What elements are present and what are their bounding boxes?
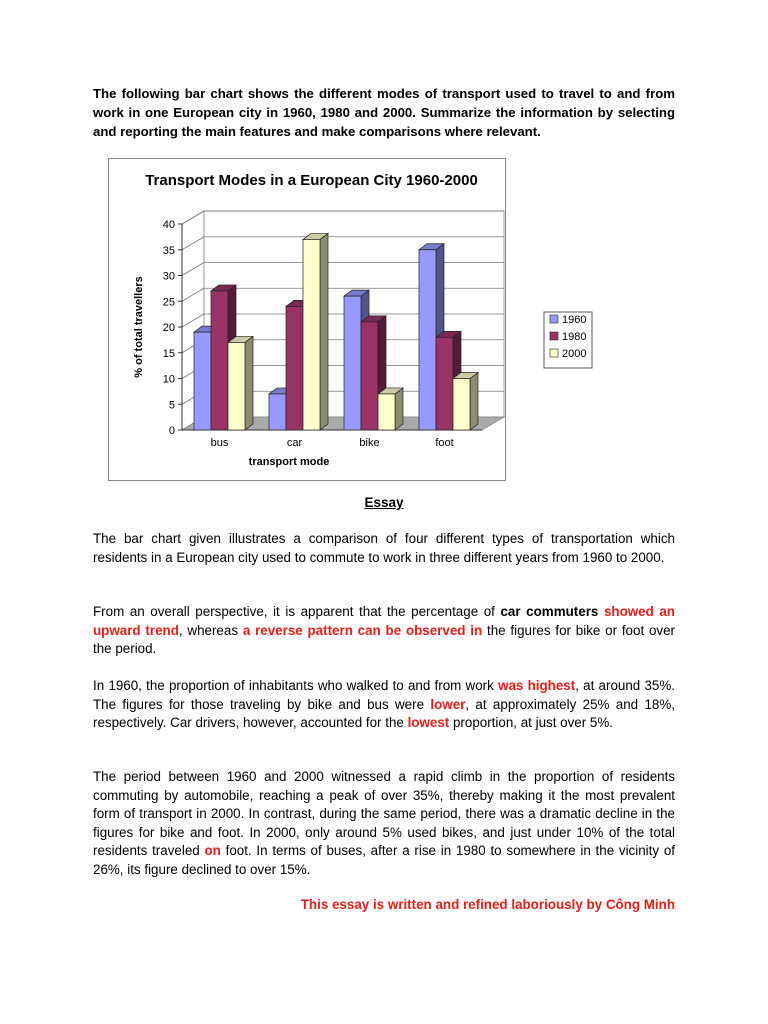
bar-bike-1960 [344,296,361,430]
x-tick-label: foot [435,437,454,449]
y-tick-label: 30 [162,270,175,283]
text-run-red: was highest [498,678,576,693]
task-prompt: The following bar chart shows the different modes of transport used to travel to and from work in one European city in 1960, 1980 and 2000. Summarize the information by selecting and reporting the main features and make comparisons where relevant. [93,86,675,139]
paragraph-trends [93,768,675,879]
text-run-red: lowest [407,715,450,730]
bar-bike-1980 [361,322,378,430]
bar-side [470,373,478,431]
y-tick-label: 0 [168,425,175,437]
text-run-normal: , at around 35%. The figures for those traveling by bike and bus were [93,678,676,712]
text-run-normal: , at approximately 25% and 18%, respectively. Car drivers, however, accounted for the [93,696,675,730]
bar-side [320,233,328,430]
paragraph-intro [93,530,675,567]
bar-bus-1980 [211,291,228,430]
y-tick-label: 40 [162,219,175,231]
essay-heading: Essay [364,495,404,510]
bar-foot-1980 [436,337,453,430]
legend-label-2000: 2000 [562,348,587,360]
text-run-normal: From an overall perspective, it is apparent that the percentage of [93,604,501,619]
x-axis-label: transport mode [248,456,330,468]
chart-title: Transport Modes in a European City 1960-2000 [145,172,478,189]
bar-side [395,388,403,430]
legend-label-1960: 1960 [562,314,587,326]
document-page [93,84,676,912]
y-axis-label: % of total travellers [133,276,145,378]
text-run-normal: The period between 1960 and 2000 witnessed a rapid climb in the proportion of residents commuting by automobile, reaching a peak of over 35%, thereby making it the most prevalent form of transport in 2000. In contrast, during the same period, there was a dramatic decline in the figures for bike and foot. In 2000, only around 5% used bikes, and just under 10% of the total residents traveled [93,769,675,858]
bar-side [245,336,253,430]
x-tick-label: bus [210,437,229,449]
paragraph-overview [93,603,675,659]
x-tick-label: bike [359,437,380,449]
text-run-normal: The bar chart given illustrates a comparison of four different types of transportation which residents in a European city used to commute to work in three different years from 1960 to 2000. [93,531,675,565]
text-run-normal: In 1960, the proportion of inhabitants who walked to and from work [93,678,499,693]
bar-car-1980 [286,306,303,430]
bar-bike-2000 [378,394,395,430]
text-run-normal: foot. In terms of buses, after a rise in 1980 to somewhere in the vicinity of 26%, its figure declined to over 15%. [93,843,675,877]
y-tick-label: 5 [168,399,175,412]
y-tick-label: 35 [162,244,175,257]
y-tick-label: 15 [162,347,175,360]
text-run-bold: car commuters [500,604,599,619]
text-run-normal: , whereas [178,622,243,638]
x-tick-label: car [286,437,303,449]
bar-car-1960 [269,394,286,430]
text-run-normal: the figures for bike or foot over the period. [93,622,676,656]
bar-car-2000 [303,239,320,430]
paragraph-1960 [93,677,675,733]
bar-chart [108,158,587,481]
legend-swatch-1980 [550,332,558,340]
bar-chart-svg [109,159,587,480]
text-run-normal: proportion, at just over 5%. [449,715,613,730]
text-run-red: showed an upward trend [93,604,675,638]
bar-foot-1960 [419,250,436,430]
legend-swatch-2000 [550,349,558,357]
signature: This essay is written and refined laboriously by Công Minh [300,897,675,912]
bar-bus-2000 [228,342,245,430]
text-run-red: a reverse pattern can be observed in [242,622,483,638]
y-tick-label: 10 [162,373,175,386]
y-tick-label: 25 [162,296,175,309]
bar-bus-1960 [194,332,211,430]
text-run-red: lower [430,696,466,712]
bar-foot-2000 [453,379,470,431]
legend-swatch-1960 [550,315,558,323]
text-run-red: on [204,843,221,858]
legend-label-1980: 1980 [562,331,587,343]
y-tick-label: 20 [162,322,175,334]
